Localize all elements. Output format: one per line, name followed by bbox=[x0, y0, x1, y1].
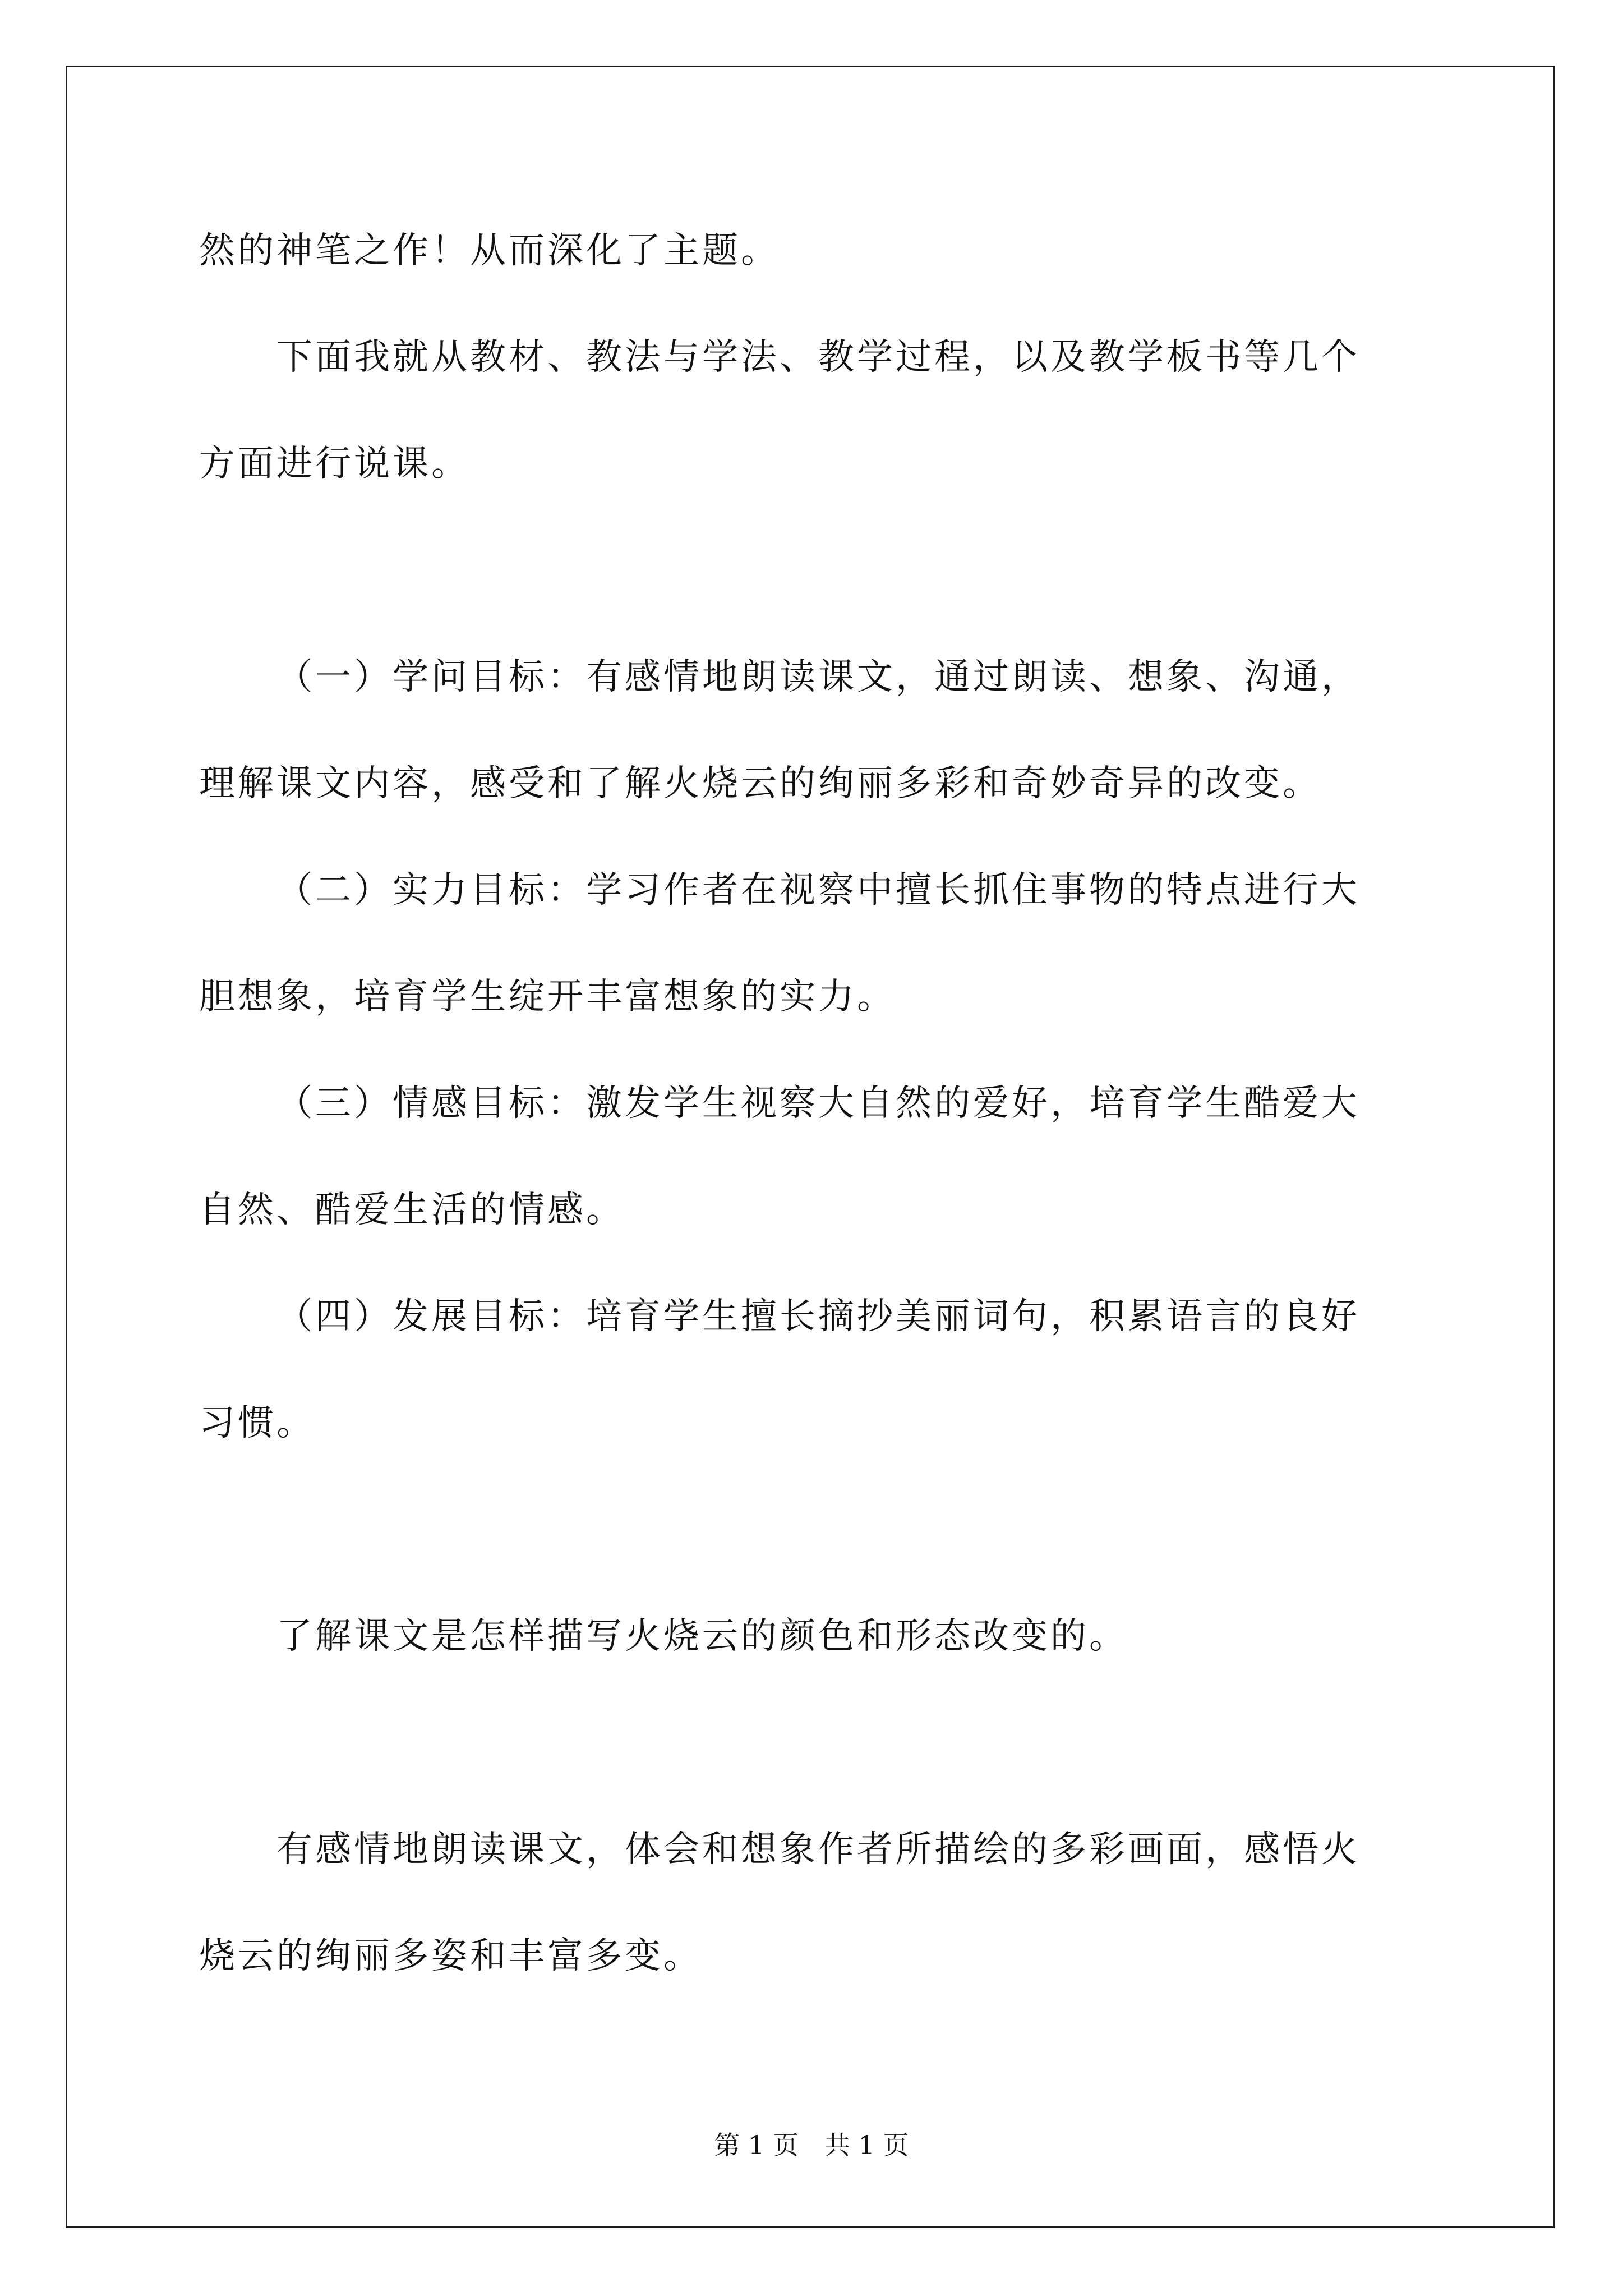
page-number-footer: 第 1 页 共 1 页 bbox=[714, 2130, 909, 2160]
text-line: 理解课文内容，感受和了解火烧云的绚丽多彩和奇妙奇异的改变。 bbox=[199, 763, 1321, 804]
text-line: （三）情感目标：激发学生视察大自然的爱好，培育学生酷爱大 bbox=[276, 1083, 1360, 1124]
text-line: 烧云的绚丽多姿和丰富多变。 bbox=[199, 1935, 702, 1977]
text-line: 方面进行说课。 bbox=[199, 443, 470, 485]
text-line: （一）学问目标：有感情地朗读课文，通过朗读、想象、沟通， bbox=[276, 656, 1360, 698]
text-line: 自然、酷爱生活的情感。 bbox=[199, 1189, 625, 1231]
text-line: 习惯。 bbox=[199, 1402, 315, 1444]
text-line: 下面我就从教材、教法与学法、教学过程，以及教学板书等几个 bbox=[276, 337, 1360, 378]
page-border bbox=[66, 66, 1555, 2228]
text-line: 胆想象，培育学生绽开丰富想象的实力。 bbox=[199, 976, 896, 1018]
text-line: 然的神笔之作！从而深化了主题。 bbox=[199, 230, 780, 272]
text-line: 有感情地朗读课文，体会和想象作者所描绘的多彩画面，感悟火 bbox=[276, 1829, 1360, 1870]
text-line: 了解课文是怎样描写火烧云的颜色和形态改变的。 bbox=[276, 1616, 1128, 1657]
text-line: （四）发展目标：培育学生擅长摘抄美丽词句，积累语言的良好 bbox=[276, 1296, 1360, 1337]
text-line: （二）实力目标：学习作者在视察中擅长抓住事物的特点进行大 bbox=[276, 869, 1360, 911]
